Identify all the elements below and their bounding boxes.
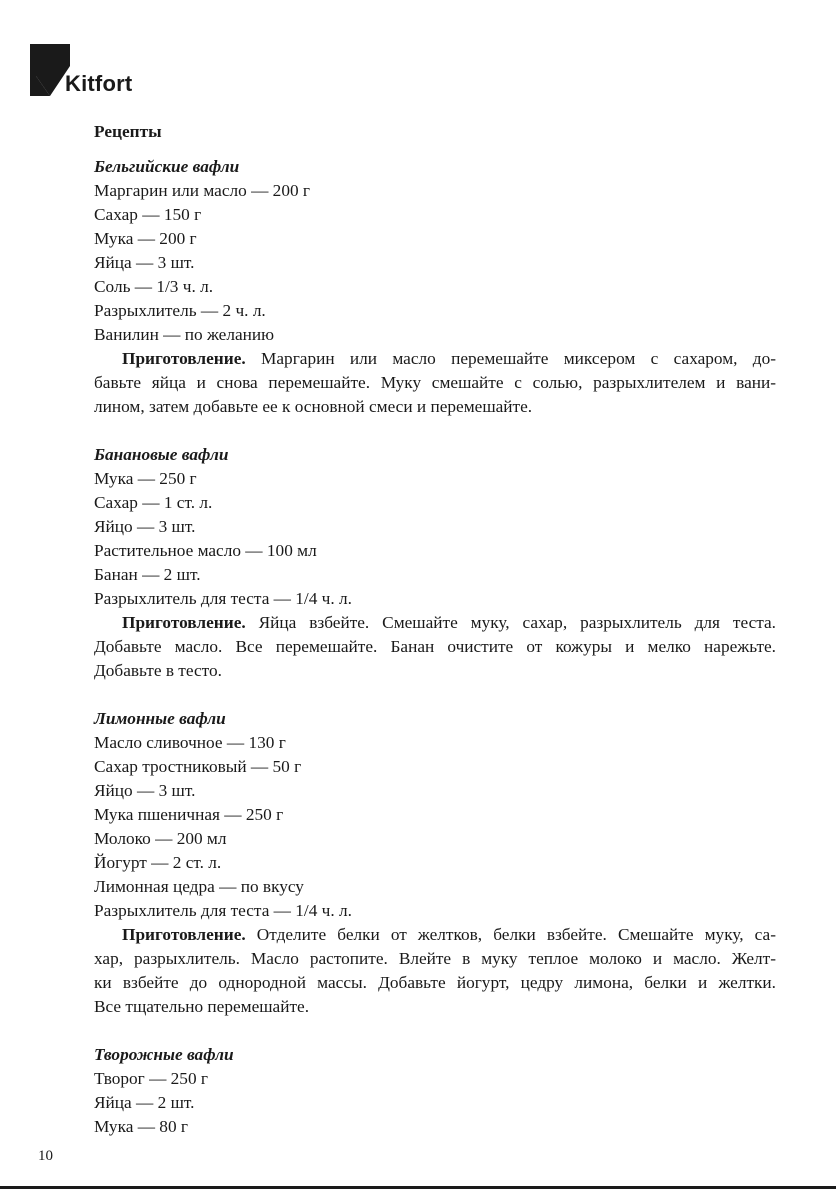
preparation-line [66, 347, 776, 371]
ingredient-item: Банан — 2 шт. [94, 565, 201, 584]
ingredient-item: Йогурт — 2 ст. л. [94, 853, 222, 872]
page-number: 10 [38, 1148, 53, 1164]
ingredient-item: Ванилин — по желанию [94, 325, 275, 344]
recipe [66, 707, 776, 1019]
ingredient-item: Мука — 200 г [94, 229, 197, 248]
ingredient-item: Мука — 250 г [94, 469, 197, 488]
preparation-line: Добавьте в тесто. [94, 661, 222, 680]
ingredient-item: Разрыхлитель для теста — 1/4 ч. л. [94, 901, 352, 920]
ingredient-item: Масло сливочное — 130 г [94, 733, 286, 752]
ingredient-item: Яйцо — 3 шт. [94, 517, 196, 536]
recipe [66, 443, 776, 683]
preparation-line: бавьте яйца и снова перемешайте. Муку смешайте с солью, разрыхлителем и вани- [94, 373, 776, 392]
preparation-text [66, 347, 776, 419]
recipe [66, 155, 776, 419]
recipe-title: Лимонные вафли [94, 709, 226, 728]
recipe [66, 1043, 776, 1139]
preparation-line: лином, затем добавьте ее к основной смеси и перемешайте. [94, 397, 533, 416]
preparation-line: ки взбейте до однородной массы. Добавьте йогурт, цедру лимона, белки и желтки. [94, 973, 776, 992]
recipe-title: Творожные вафли [94, 1045, 234, 1064]
preparation-label: Приготовление. [122, 349, 246, 368]
preparation-line-text: Отделите белки от желтков, белки взбейте. Смешайте муку, са- [245, 925, 776, 944]
ingredient-item: Соль — 1/3 ч. л. [94, 277, 214, 296]
preparation-line: хар, разрыхлитель. Масло растопите. Влейте в муку теплое молоко и масло. Желт- [94, 949, 776, 968]
ingredient-item: Разрыхлитель — 2 ч. л. [94, 301, 266, 320]
preparation-text [66, 923, 776, 1019]
brand-name: Kitfort [65, 71, 133, 96]
preparation-label: Приготовление. [122, 925, 246, 944]
recipe-title: Банановые вафли [94, 445, 229, 464]
ingredient-item: Мука — 80 г [94, 1117, 188, 1136]
ingredient-item: Сахар — 150 г [94, 205, 202, 224]
ingredient-item: Молоко — 200 мл [94, 829, 227, 848]
preparation-line [66, 923, 776, 947]
preparation-line: Все тщательно перемешайте. [94, 997, 310, 1016]
preparation-line [66, 611, 776, 635]
ingredient-list [66, 1067, 776, 1139]
ingredient-list [66, 467, 776, 611]
ingredient-item: Мука пшеничная — 250 г [94, 805, 284, 824]
preparation-line-text: Маргарин или масло перемешайте миксером с сахаром, до- [245, 349, 776, 368]
ingredient-item: Растительное масло — 100 мл [94, 541, 317, 560]
ingredient-list [66, 731, 776, 923]
ingredient-item: Лимонная цедра — по вкусу [94, 877, 304, 896]
preparation-label: Приготовление. [122, 613, 246, 632]
ingredient-item: Творог — 250 г [94, 1069, 208, 1088]
ingredient-item: Сахар — 1 ст. л. [94, 493, 213, 512]
ingredient-item: Разрыхлитель для теста — 1/4 ч. л. [94, 589, 352, 608]
ingredient-item: Маргарин или масло — 200 г [94, 181, 311, 200]
ingredient-item: Яйцо — 3 шт. [94, 781, 196, 800]
preparation-line-text: Яйца взбейте. Смешайте муку, сахар, разрыхлитель для теста. [245, 613, 776, 632]
preparation-line: Добавьте масло. Все перемешайте. Банан очистите от кожуры и мелко нарежьте. [94, 637, 776, 656]
ingredient-item: Сахар тростниковый — 50 г [94, 757, 302, 776]
kitfort-logo [30, 44, 170, 96]
ingredient-item: Яйца — 3 шт. [94, 253, 195, 272]
ingredient-item: Яйца — 2 шт. [94, 1093, 195, 1112]
preparation-text [66, 611, 776, 683]
section-title: Рецепты [94, 122, 162, 141]
page-content [66, 120, 776, 1139]
ingredient-list [66, 179, 776, 347]
kitfort-mark-icon [30, 44, 70, 96]
recipe-title: Бельгийские вафли [94, 157, 240, 176]
